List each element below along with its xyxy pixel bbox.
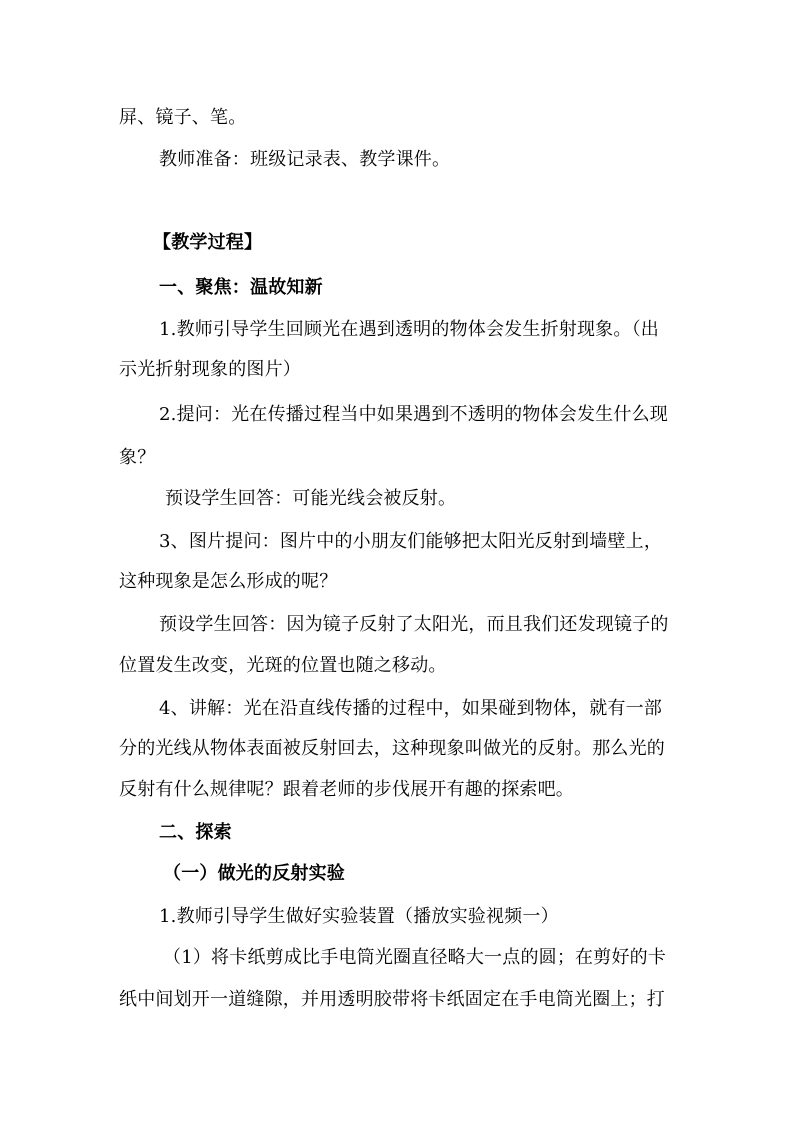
text-line: 1.教师引导学生回顾光在遇到透明的物体会发生折射现象。（出 bbox=[159, 319, 659, 340]
section-heading: （一）做光的反射实验 bbox=[163, 863, 345, 884]
text-line: 纸中间划开一道缝隙，并用透明胶带将卡纸固定在手电筒光圈上；打 bbox=[119, 989, 665, 1010]
section-heading: 二、探索 bbox=[159, 822, 232, 843]
text-line: 1.教师引导学生做好实验装置（播放实验视频一） bbox=[159, 906, 559, 927]
text-line: 位置发生改变，光斑的位置也随之移动。 bbox=[119, 655, 447, 676]
text-line: 2.提问：光在传播过程当中如果遇到不透明的物体会发生什么现 bbox=[159, 404, 668, 425]
text-line: 示光折射现象的图片） bbox=[119, 359, 301, 380]
text-line: 这种现象是怎么形成的呢？ bbox=[119, 571, 338, 592]
text-line: 4、讲解：光在沿直线传播的过程中，如果碰到物体，就有一部 bbox=[159, 698, 663, 719]
section-heading: 【教学过程】 bbox=[153, 232, 263, 253]
text-line: 象？ bbox=[119, 447, 156, 468]
text-line: 3、图片提问：图片中的小朋友们能够把太阳光反射到墙壁上， bbox=[159, 531, 663, 552]
section-heading: 一、聚焦：温故知新 bbox=[159, 277, 323, 298]
text-line: （1）将卡纸剪成比手电筒光圈直径略大一点的圆；在剪好的卡 bbox=[163, 947, 667, 968]
text-line: 分的光线从物体表面被反射回去，这种现象叫做光的反射。那么光的 bbox=[119, 738, 665, 759]
text-line: 预设学生回答：可能光线会被反射。 bbox=[165, 488, 457, 509]
text-line: 预设学生回答：因为镜子反射了太阳光，而且我们还发现镜子的 bbox=[159, 614, 669, 635]
text-line: 反射有什么规律呢？跟着老师的步伐展开有趣的探索吧。 bbox=[119, 779, 574, 800]
text-line: 屏、镜子、笔。 bbox=[119, 107, 247, 128]
text-line: 教师准备：班级记录表、教学课件。 bbox=[159, 149, 451, 170]
